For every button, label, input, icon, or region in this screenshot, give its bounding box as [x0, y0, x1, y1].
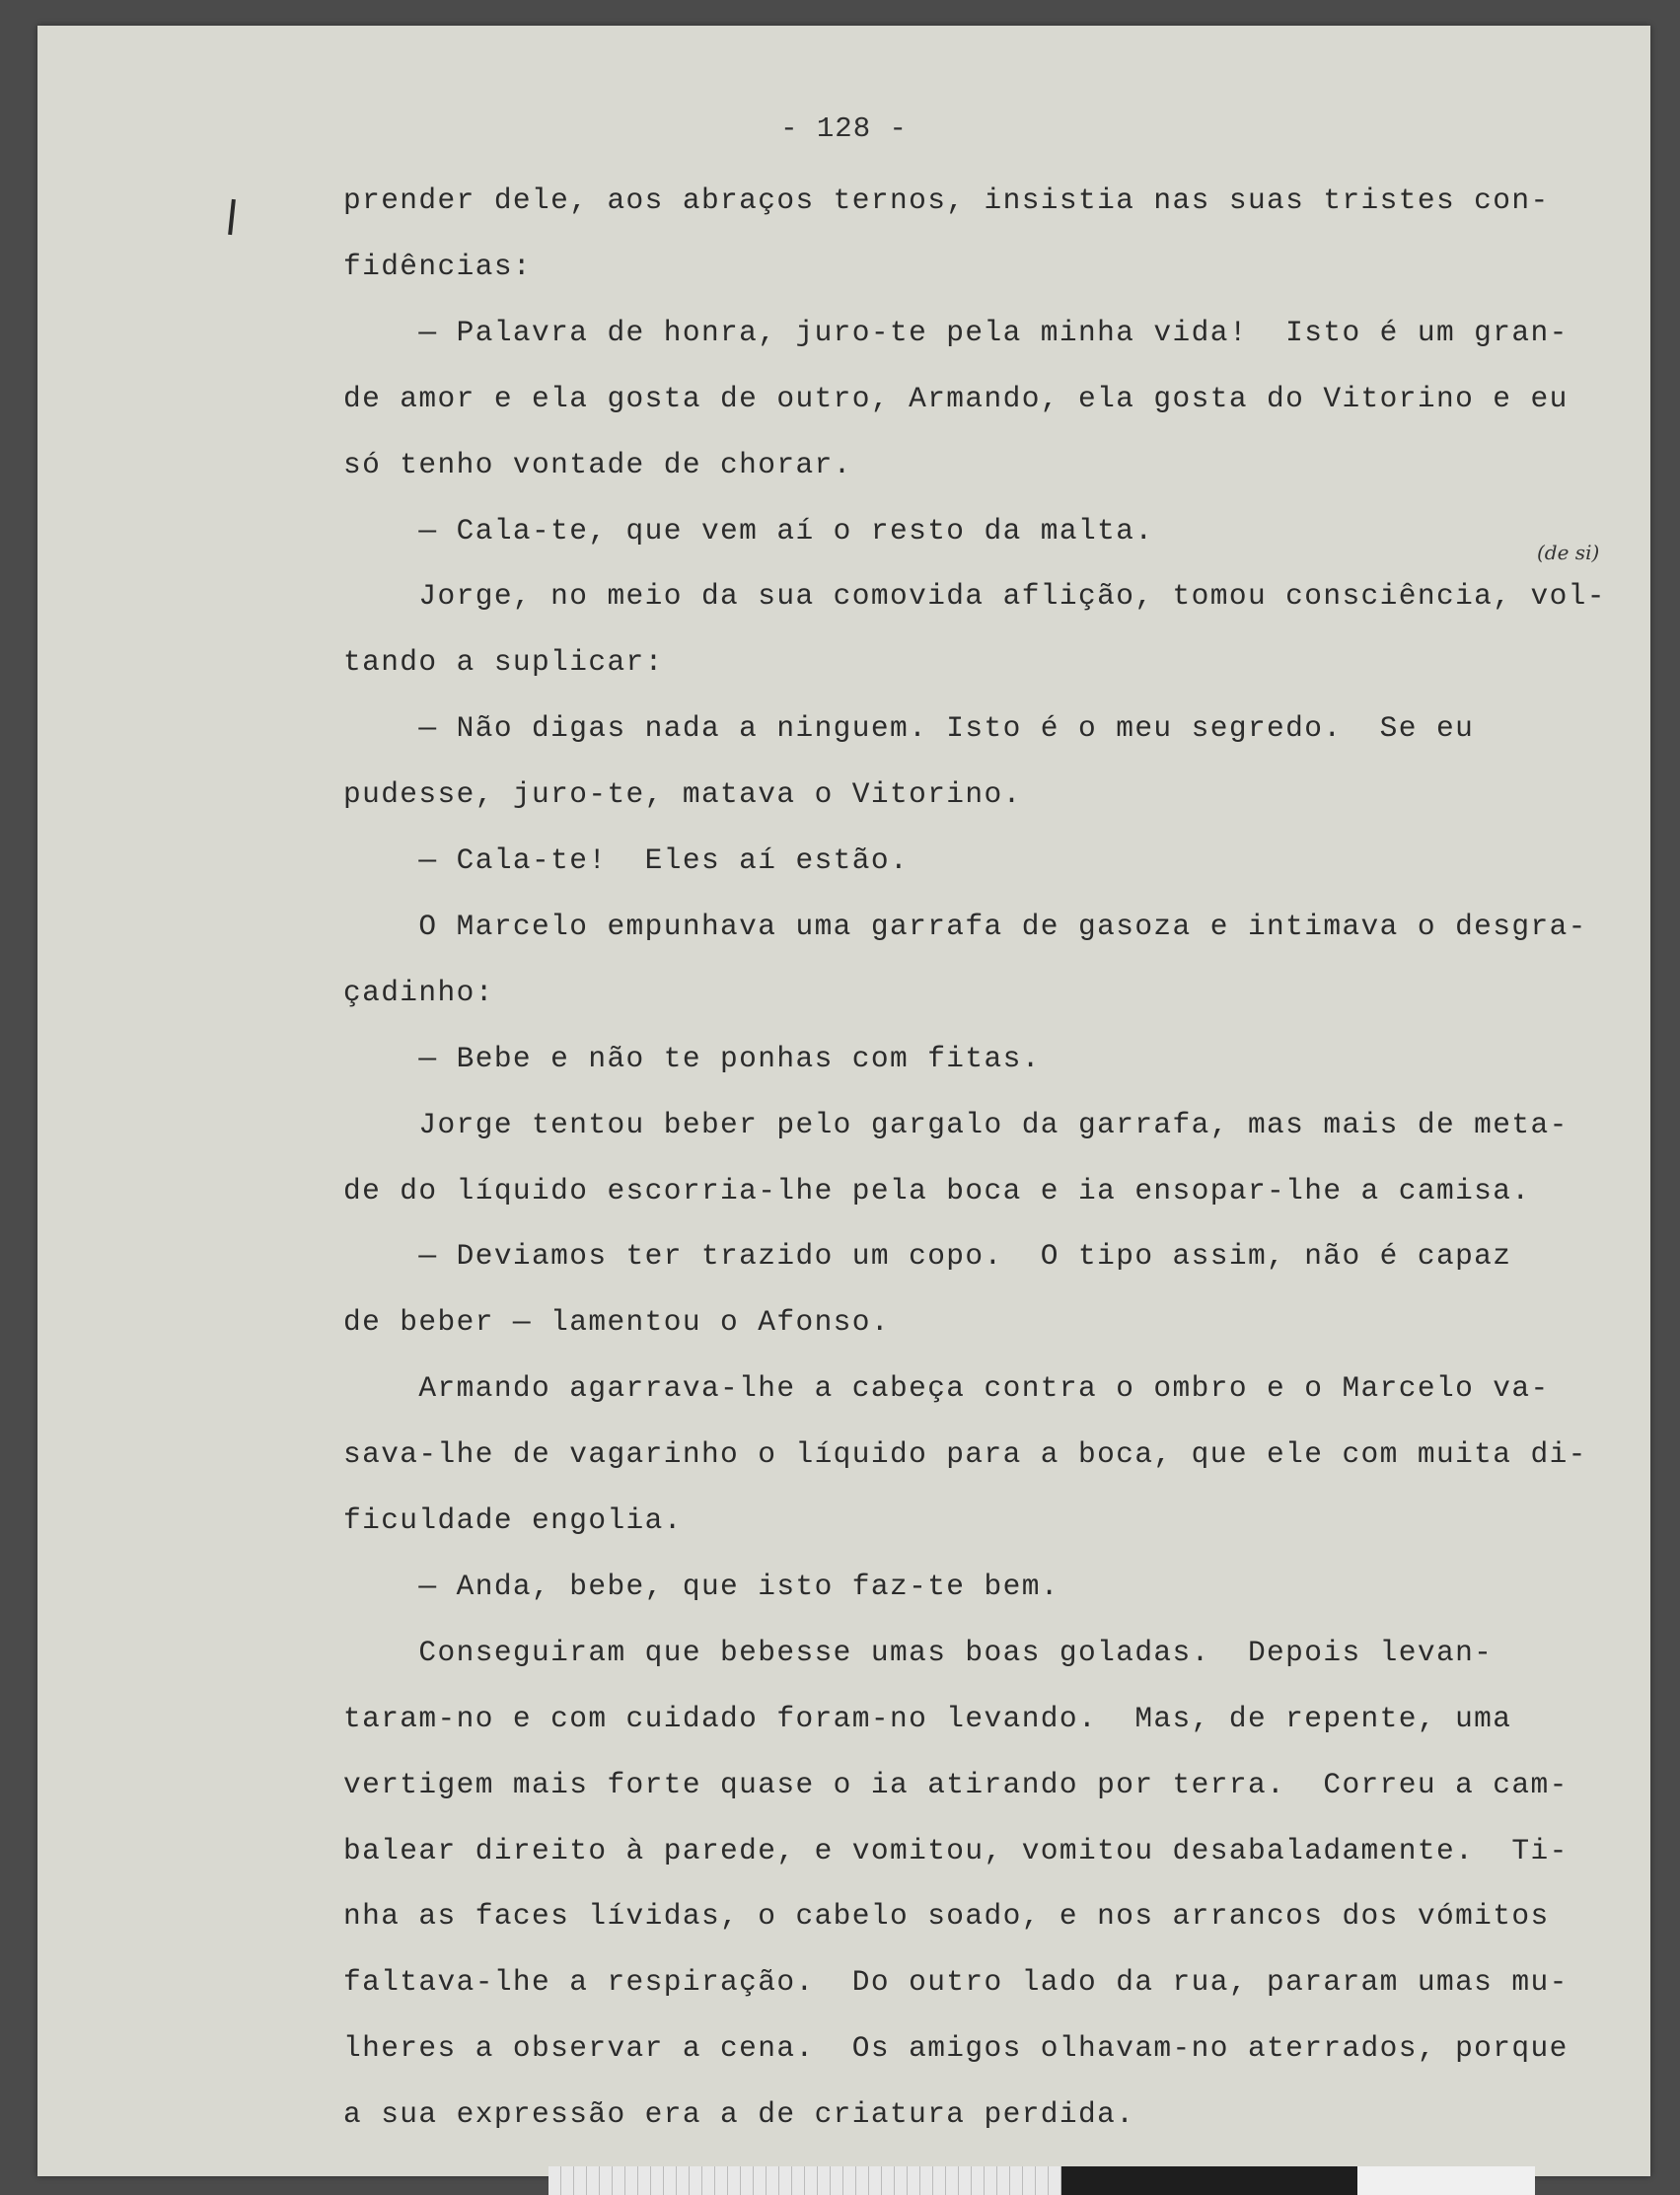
- ruler-dark-segment: [1061, 2166, 1357, 2195]
- text-line: sava-lhe de vagarinho o líquido para a boca, que ele com muita di-: [343, 1437, 1587, 1472]
- text-line: prender dele, aos abraços ternos, insistia nas suas tristes con-: [343, 183, 1550, 217]
- text-line: O Marcelo empunhava uma garrafa de gasoza e intimava o desgra-: [343, 909, 1587, 943]
- text-line: nha as faces lívidas, o cabelo soado, e nos arrancos dos vómitos: [343, 1899, 1550, 1934]
- page-number: - 128 -: [780, 112, 908, 145]
- text-line: Jorge, no meio da sua comovida aflição, tomou consciência, vol-: [343, 579, 1606, 614]
- text-line: Jorge tentou beber pelo gargalo da garrafa, mas mais de meta-: [343, 1107, 1569, 1141]
- handwritten-insertion: (de si): [1537, 541, 1600, 564]
- text-line: çadinho:: [343, 975, 494, 1009]
- text-line: — Cala-te, que vem aí o resto da malta.: [343, 513, 1154, 548]
- text-line: — Cala-te! Eles aí estão.: [343, 843, 910, 877]
- text-line: — Não digas nada a ninguem. Isto é o meu segredo. Se eu: [343, 711, 1475, 746]
- text-line: vertigem mais forte quase o ia atirando por terra. Correu a cam-: [343, 1767, 1569, 1801]
- text-line: lheres a observar a cena. Os amigos olhavam-no aterrados, porque: [343, 2031, 1569, 2066]
- ruler-white-segment: [1357, 2166, 1535, 2195]
- text-line: tando a suplicar:: [343, 645, 664, 680]
- typewritten-page: [37, 26, 1650, 2176]
- text-line: ficuldade engolia.: [343, 1503, 683, 1537]
- text-line: de do líquido escorria-lhe pela boca e ia ensopar-lhe a camisa.: [343, 1173, 1531, 1207]
- text-line: — Bebe e não te ponhas com fitas.: [343, 1041, 1041, 1075]
- text-line: — Anda, bebe, que isto faz-te bem.: [343, 1569, 1059, 1603]
- text-line: pudesse, juro-te, matava o Vitorino.: [343, 777, 1022, 812]
- text-line: Armando agarrava-lhe a cabeça contra o ombro e o Marcelo va-: [343, 1371, 1550, 1406]
- text-line: Conseguiram que bebesse umas boas goladas. Depois levan-: [343, 1635, 1494, 1669]
- text-line: — Palavra de honra, juro-te pela minha vida! Isto é um gran-: [343, 315, 1569, 349]
- margin-mark: [228, 199, 236, 235]
- text-line: só tenho vontade de chorar.: [343, 447, 852, 481]
- text-line: taram-no e com cuidado foram-no levando. Mas, de repente, uma: [343, 1701, 1512, 1735]
- text-line: a sua expressão era a de criatura perdida.: [343, 2097, 1135, 2132]
- scale-ruler: [548, 2166, 1535, 2195]
- text-line: de amor e ela gosta de outro, Armando, ela gosta do Vitorino e eu: [343, 381, 1569, 415]
- text-line: fidências:: [343, 249, 533, 283]
- ruler-light-segment: [548, 2166, 1061, 2195]
- text-line: faltava-lhe a respiração. Do outro lado da rua, pararam umas mu-: [343, 1965, 1569, 2000]
- text-line: — Deviamos ter trazido um copo. O tipo assim, não é capaz: [343, 1239, 1512, 1274]
- text-line: balear direito à parede, e vomitou, vomitou desabaladamente. Ti-: [343, 1833, 1569, 1867]
- text-line: de beber — lamentou o Afonso.: [343, 1305, 890, 1340]
